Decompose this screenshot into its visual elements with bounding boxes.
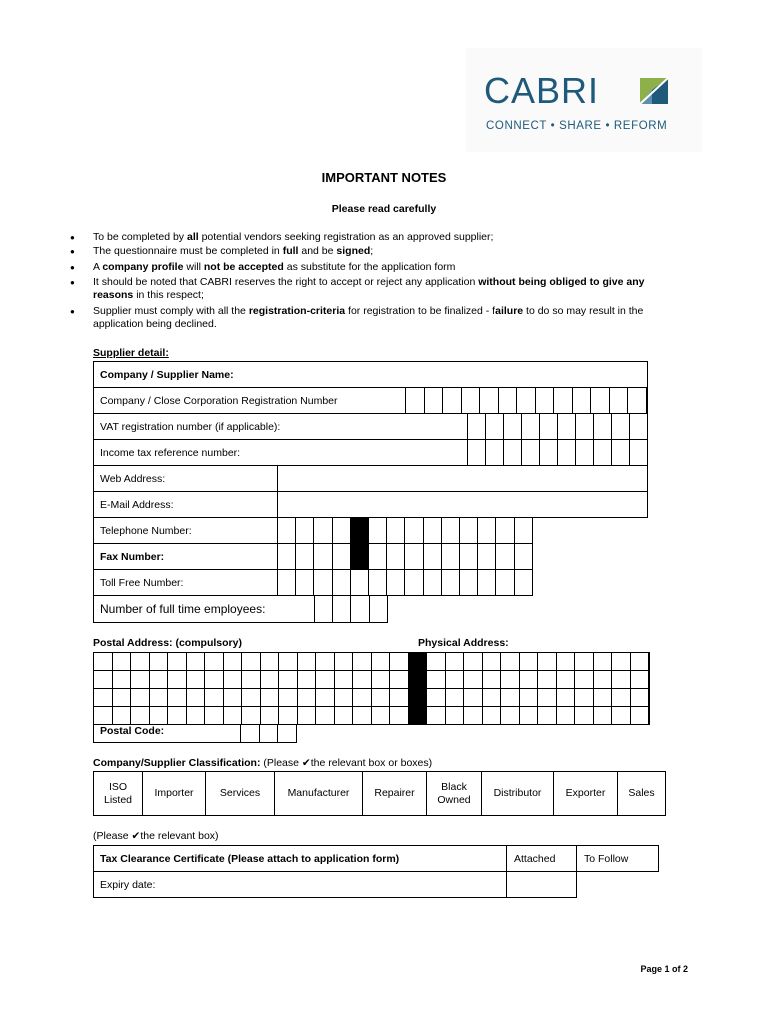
income-tax-digit-box[interactable]: [575, 439, 594, 466]
bullet-icon: ●: [70, 278, 75, 287]
address-char-box[interactable]: [334, 688, 354, 707]
address-char-box[interactable]: [463, 706, 483, 725]
toll-free-digit-box[interactable]: [423, 569, 442, 596]
telephone-label: Telephone Number:: [100, 524, 192, 537]
bullet-icon: ●: [70, 233, 75, 242]
address-char-box[interactable]: [630, 706, 650, 725]
cabri-logo: [466, 48, 702, 152]
registration-digit-box[interactable]: [461, 387, 481, 414]
address-char-box[interactable]: [223, 670, 243, 689]
address-char-box[interactable]: [130, 688, 150, 707]
address-char-box[interactable]: [352, 706, 372, 725]
address-char-box[interactable]: [352, 652, 372, 671]
note-text: A: [93, 261, 103, 273]
classification-option-label: Sales: [628, 787, 655, 799]
bullet-icon: ●: [70, 307, 75, 316]
email-label: E-Mail Address:: [100, 498, 174, 511]
telephone-digit-box[interactable]: [477, 517, 496, 544]
note-text: to do so may result in the application being declined.: [93, 305, 644, 330]
fax-digit-box[interactable]: [332, 543, 351, 570]
address-char-box[interactable]: [334, 670, 354, 689]
note-text: for registration to be finalized - f: [345, 305, 496, 317]
telephone-digit-box[interactable]: [459, 517, 478, 544]
fax-digit-box[interactable]: [441, 543, 460, 570]
address-char-box[interactable]: [93, 652, 113, 671]
address-char-box[interactable]: [482, 688, 502, 707]
vat-digit-box[interactable]: [557, 413, 576, 440]
address-char-box[interactable]: [389, 670, 409, 689]
expiry-date-cell: [93, 871, 507, 898]
registration-digit-box[interactable]: [479, 387, 499, 414]
address-char-box[interactable]: [297, 706, 317, 725]
address-char-box[interactable]: [630, 652, 650, 671]
note-text: ailure: [495, 305, 524, 317]
address-char-box[interactable]: [112, 688, 132, 707]
address-char-box[interactable]: [611, 652, 631, 671]
income-tax-digit-box[interactable]: [521, 439, 540, 466]
grid-edge: [648, 652, 650, 725]
address-char-box[interactable]: [297, 652, 317, 671]
note-text: will: [183, 261, 204, 273]
telephone-digit-box[interactable]: [350, 517, 369, 544]
address-char-box[interactable]: [500, 670, 520, 689]
address-char-box[interactable]: [278, 688, 298, 707]
address-char-box[interactable]: [537, 652, 557, 671]
note-text: ;: [370, 245, 374, 257]
address-char-box[interactable]: [371, 706, 391, 725]
registration-digit-box[interactable]: [609, 387, 629, 414]
address-char-box[interactable]: [445, 670, 465, 689]
toll-free-digit-box[interactable]: [404, 569, 423, 596]
address-char-box[interactable]: [445, 688, 465, 707]
fax-digit-box[interactable]: [495, 543, 514, 570]
logo-tagline: CONNECT • SHARE • REFORM: [486, 120, 668, 132]
address-char-box[interactable]: [241, 706, 261, 725]
address-char-box[interactable]: [574, 652, 594, 671]
tax-note-post: the relevant box): [140, 830, 219, 842]
note-text: without being obliged to give any reasons: [93, 276, 645, 301]
fax-digit-box[interactable]: [350, 543, 369, 570]
income-tax-digit-box[interactable]: [503, 439, 522, 466]
income-tax-digit-box[interactable]: [611, 439, 630, 466]
registration-digit-box[interactable]: [590, 387, 610, 414]
address-char-box[interactable]: [556, 670, 576, 689]
note-text: The questionnaire must be completed in: [93, 245, 283, 257]
tax-attached-box[interactable]: [506, 845, 577, 872]
address-char-box[interactable]: [223, 688, 243, 707]
note-text: all: [186, 231, 199, 243]
vat-label: VAT registration number (if applicable):: [100, 420, 281, 433]
address-char-box[interactable]: [186, 670, 206, 689]
address-char-box[interactable]: [241, 688, 261, 707]
classification-option-exporter[interactable]: [553, 771, 618, 816]
note-text: and be: [298, 245, 337, 257]
address-char-box[interactable]: [574, 688, 594, 707]
address-char-box[interactable]: [519, 652, 539, 671]
address-char-box[interactable]: [241, 652, 261, 671]
vat-digit-box[interactable]: [593, 413, 612, 440]
classification-option-label: Repairer: [374, 787, 415, 799]
toll-free-digit-box[interactable]: [350, 569, 369, 596]
classification-option-label: Manufacturer: [287, 787, 350, 799]
vat-digit-box[interactable]: [467, 413, 486, 440]
toll-free-digit-box[interactable]: [514, 569, 533, 596]
address-char-box[interactable]: [389, 688, 409, 707]
address-char-box[interactable]: [574, 706, 594, 725]
toll-free-digit-box[interactable]: [332, 569, 351, 596]
note-text: full: [282, 245, 299, 257]
address-char-box[interactable]: [260, 652, 280, 671]
postal-code-digit-box[interactable]: [240, 724, 260, 743]
address-char-box[interactable]: [371, 688, 391, 707]
address-char-box[interactable]: [93, 706, 113, 725]
fax-digit-box[interactable]: [514, 543, 533, 570]
address-char-box[interactable]: [167, 688, 187, 707]
toll-free-digit-box[interactable]: [477, 569, 496, 596]
address-char-box[interactable]: [130, 670, 150, 689]
address-char-box[interactable]: [223, 652, 243, 671]
note-text: To be completed by: [93, 231, 187, 243]
fax-digit-box[interactable]: [404, 543, 423, 570]
income-tax-label: Income tax reference number:: [100, 446, 241, 459]
address-char-box[interactable]: [186, 652, 206, 671]
note-item: [93, 261, 653, 274]
employees-digit-box[interactable]: [314, 595, 333, 623]
expiry-date-label: Expiry date:: [100, 878, 156, 891]
address-char-box[interactable]: [556, 652, 576, 671]
address-char-box[interactable]: [630, 670, 650, 689]
address-char-box[interactable]: [537, 670, 557, 689]
page-title: IMPORTANT NOTES: [321, 170, 447, 185]
postal-address-label: Postal Address: (compulsory): [93, 637, 242, 649]
address-char-box[interactable]: [389, 652, 409, 671]
address-char-box[interactable]: [611, 706, 631, 725]
address-char-box[interactable]: [389, 706, 409, 725]
telephone-digit-box[interactable]: [313, 517, 332, 544]
fax-digit-box[interactable]: [477, 543, 496, 570]
note-text: registration-criteria: [248, 305, 346, 317]
registration-digit-box[interactable]: [424, 387, 444, 414]
page-subtitle: Please read carefully: [331, 203, 437, 215]
note-text: company profile: [102, 261, 184, 273]
address-char-box[interactable]: [463, 652, 483, 671]
address-char-box[interactable]: [297, 688, 317, 707]
vat-digit-box[interactable]: [611, 413, 630, 440]
address-char-box[interactable]: [352, 670, 372, 689]
address-char-box[interactable]: [537, 706, 557, 725]
classification-heading-line: [93, 757, 432, 769]
classification-option-iso-listed[interactable]: [93, 771, 143, 816]
note-text: as substitute for the application form: [283, 261, 456, 273]
address-char-box[interactable]: [482, 706, 502, 725]
vat-digit-box[interactable]: [539, 413, 558, 440]
checkmark-icon: ✔: [131, 830, 141, 842]
income-tax-digit-box[interactable]: [593, 439, 612, 466]
vat-digit-box[interactable]: [575, 413, 594, 440]
fax-digit-box[interactable]: [368, 543, 387, 570]
address-char-box[interactable]: [130, 652, 150, 671]
address-char-box[interactable]: [500, 688, 520, 707]
income-tax-digit-box[interactable]: [557, 439, 576, 466]
employees-label: Number of full time employees:: [100, 602, 266, 616]
vat-digit-box[interactable]: [503, 413, 522, 440]
address-char-box[interactable]: [556, 706, 576, 725]
address-char-box[interactable]: [315, 688, 335, 707]
address-char-box[interactable]: [408, 688, 428, 707]
classification-option-label: Black Owned: [437, 780, 471, 806]
income-tax-digit-box[interactable]: [467, 439, 486, 466]
registration-digit-box[interactable]: [498, 387, 518, 414]
telephone-digit-box[interactable]: [386, 517, 405, 544]
vat-digit-box[interactable]: [629, 413, 648, 440]
fax-label: Fax Number:: [100, 550, 165, 563]
toll-free-digit-box[interactable]: [495, 569, 514, 596]
fax-digit-box[interactable]: [386, 543, 405, 570]
address-char-box[interactable]: [278, 670, 298, 689]
address-char-box[interactable]: [537, 688, 557, 707]
employees-digit-box[interactable]: [332, 595, 351, 623]
fax-digit-box[interactable]: [313, 543, 332, 570]
address-char-box[interactable]: [260, 688, 280, 707]
address-char-box[interactable]: [593, 688, 613, 707]
fax-digit-box[interactable]: [295, 543, 314, 570]
address-char-box[interactable]: [186, 706, 206, 725]
address-char-box[interactable]: [519, 688, 539, 707]
address-char-box[interactable]: [611, 670, 631, 689]
logo-wordmark: CABRI: [484, 70, 600, 111]
address-char-box[interactable]: [426, 670, 446, 689]
registration-digit-box[interactable]: [627, 387, 647, 414]
address-char-box[interactable]: [204, 652, 224, 671]
classification-option-label: Importer: [154, 787, 194, 799]
expiry-date-input[interactable]: [506, 871, 577, 898]
telephone-digit-box[interactable]: [368, 517, 387, 544]
address-char-box[interactable]: [260, 670, 280, 689]
postal-code-digit-box[interactable]: [277, 724, 297, 743]
registration-digit-box[interactable]: [553, 387, 573, 414]
address-char-box[interactable]: [593, 652, 613, 671]
address-char-box[interactable]: [408, 670, 428, 689]
address-char-box[interactable]: [204, 670, 224, 689]
address-char-box[interactable]: [445, 706, 465, 725]
postal-code-digit-box[interactable]: [259, 724, 279, 743]
toll-free-digit-box[interactable]: [459, 569, 478, 596]
address-char-box[interactable]: [149, 688, 169, 707]
logo-mark-icon: [638, 76, 670, 106]
tax-note-line: [93, 830, 219, 842]
telephone-digit-box[interactable]: [423, 517, 442, 544]
note-text: not be accepted: [203, 261, 284, 273]
email-input[interactable]: [277, 491, 648, 518]
address-char-box[interactable]: [278, 652, 298, 671]
tax-to-follow-box[interactable]: [576, 845, 659, 872]
address-char-box[interactable]: [167, 652, 187, 671]
fax-digit-box[interactable]: [459, 543, 478, 570]
registration-digit-box[interactable]: [572, 387, 592, 414]
supplier-detail-heading: Supplier detail:: [93, 347, 169, 359]
tax-certificate-cell: [93, 845, 507, 872]
address-char-box[interactable]: [204, 688, 224, 707]
address-char-box[interactable]: [334, 706, 354, 725]
address-char-box[interactable]: [426, 652, 446, 671]
address-char-box[interactable]: [371, 670, 391, 689]
telephone-digit-box[interactable]: [277, 517, 296, 544]
note-text: Supplier must comply with all the: [93, 305, 249, 317]
address-char-box[interactable]: [463, 670, 483, 689]
note-item: [93, 231, 653, 244]
address-char-box[interactable]: [130, 706, 150, 725]
address-char-box[interactable]: [186, 688, 206, 707]
income-tax-digit-box[interactable]: [485, 439, 504, 466]
toll-free-digit-box[interactable]: [441, 569, 460, 596]
address-char-box[interactable]: [426, 706, 446, 725]
address-char-box[interactable]: [149, 706, 169, 725]
address-char-box[interactable]: [371, 652, 391, 671]
telephone-digit-box[interactable]: [295, 517, 314, 544]
address-char-box[interactable]: [352, 688, 372, 707]
address-char-box[interactable]: [93, 688, 113, 707]
classification-note-post: the relevant box or boxes): [310, 757, 433, 769]
fax-digit-box[interactable]: [423, 543, 442, 570]
address-char-box[interactable]: [278, 706, 298, 725]
address-char-box[interactable]: [167, 670, 187, 689]
registration-digit-box[interactable]: [442, 387, 462, 414]
toll-free-digit-box[interactable]: [386, 569, 405, 596]
tax-to-follow-label: To Follow: [584, 852, 629, 865]
vat-digit-box[interactable]: [485, 413, 504, 440]
toll-free-digit-box[interactable]: [313, 569, 332, 596]
classification-option-label: Distributor: [493, 787, 542, 799]
address-char-box[interactable]: [112, 670, 132, 689]
address-char-box[interactable]: [112, 706, 132, 725]
classification-option-distributor[interactable]: [481, 771, 554, 816]
address-char-box[interactable]: [593, 670, 613, 689]
address-char-box[interactable]: [315, 706, 335, 725]
address-char-box[interactable]: [463, 688, 483, 707]
address-char-box[interactable]: [408, 652, 428, 671]
vat-digit-box[interactable]: [521, 413, 540, 440]
address-char-box[interactable]: [93, 670, 113, 689]
classification-heading: Company/Supplier Classification:: [93, 757, 261, 769]
note-text: signed: [336, 245, 371, 257]
company-name-label: Company / Supplier Name:: [100, 368, 234, 381]
address-char-box[interactable]: [426, 688, 446, 707]
address-char-box[interactable]: [315, 670, 335, 689]
address-char-box[interactable]: [167, 706, 187, 725]
address-char-box[interactable]: [519, 670, 539, 689]
address-char-box[interactable]: [297, 670, 317, 689]
web-address-input[interactable]: [277, 465, 648, 492]
address-char-box[interactable]: [204, 706, 224, 725]
registration-label: Company / Close Corporation Registration Number: [100, 394, 338, 407]
address-char-box[interactable]: [223, 706, 243, 725]
classification-option-repairer[interactable]: [362, 771, 427, 816]
bullet-icon: ●: [70, 247, 75, 256]
tax-attached-label: Attached: [514, 852, 556, 865]
income-tax-digit-box[interactable]: [629, 439, 648, 466]
address-char-box[interactable]: [519, 706, 539, 725]
toll-free-label: Toll Free Number:: [100, 576, 184, 589]
checkmark-icon: ✔: [301, 757, 311, 769]
physical-address-label: Physical Address:: [418, 637, 509, 649]
telephone-digit-box[interactable]: [332, 517, 351, 544]
note-text: It should be noted that CABRI reserves the right to accept or reject any application: [93, 276, 479, 288]
address-char-box[interactable]: [149, 670, 169, 689]
note-item: [93, 305, 653, 331]
telephone-digit-box[interactable]: [404, 517, 423, 544]
classification-option-importer[interactable]: [142, 771, 206, 816]
telephone-digit-box[interactable]: [495, 517, 514, 544]
fax-digit-box[interactable]: [277, 543, 296, 570]
note-item: [93, 245, 653, 258]
address-char-box[interactable]: [241, 670, 261, 689]
classification-option-label: Exporter: [565, 787, 606, 799]
address-char-box[interactable]: [260, 706, 280, 725]
classification-option-label: Services: [219, 787, 261, 799]
toll-free-digit-box[interactable]: [368, 569, 387, 596]
toll-free-digit-box[interactable]: [295, 569, 314, 596]
classification-note-pre: (Please: [263, 757, 302, 769]
address-char-box[interactable]: [334, 652, 354, 671]
note-text: potential vendors seeking registration as an approved supplier;: [198, 231, 494, 243]
toll-free-digit-box[interactable]: [277, 569, 296, 596]
address-char-box[interactable]: [445, 652, 465, 671]
address-char-box[interactable]: [408, 706, 428, 725]
address-char-box[interactable]: [630, 688, 650, 707]
tax-note-pre: (Please: [93, 830, 132, 842]
address-char-box[interactable]: [593, 706, 613, 725]
page-number: Page 1 of 2: [640, 964, 688, 974]
classification-option-manufacturer[interactable]: [274, 771, 363, 816]
income-tax-digit-box[interactable]: [539, 439, 558, 466]
classification-option-services[interactable]: [205, 771, 275, 816]
web-address-label: Web Address:: [100, 472, 166, 485]
classification-option-sales[interactable]: [617, 771, 666, 816]
employees-digit-box[interactable]: [350, 595, 369, 623]
address-char-box[interactable]: [149, 652, 169, 671]
classification-option-label: ISO Listed: [103, 780, 133, 806]
address-char-box[interactable]: [112, 652, 132, 671]
address-char-box[interactable]: [556, 688, 576, 707]
address-char-box[interactable]: [574, 670, 594, 689]
employees-digit-box[interactable]: [369, 595, 388, 623]
registration-digit-box[interactable]: [516, 387, 536, 414]
telephone-digit-box[interactable]: [514, 517, 533, 544]
telephone-digit-box[interactable]: [441, 517, 460, 544]
classification-option-black-owned[interactable]: [426, 771, 482, 816]
registration-digit-box[interactable]: [405, 387, 425, 414]
bullet-icon: ●: [70, 263, 75, 272]
address-char-box[interactable]: [482, 652, 502, 671]
address-char-box[interactable]: [482, 670, 502, 689]
address-char-box[interactable]: [500, 652, 520, 671]
address-char-box[interactable]: [611, 688, 631, 707]
address-char-box[interactable]: [500, 706, 520, 725]
tax-certificate-label: Tax Clearance Certificate (Please attach to application form): [100, 852, 400, 865]
note-item: [93, 276, 653, 302]
postal-code-label: Postal Code:: [100, 725, 165, 737]
note-text: in this respect;: [133, 289, 204, 301]
address-char-box[interactable]: [315, 652, 335, 671]
registration-digit-box[interactable]: [535, 387, 555, 414]
